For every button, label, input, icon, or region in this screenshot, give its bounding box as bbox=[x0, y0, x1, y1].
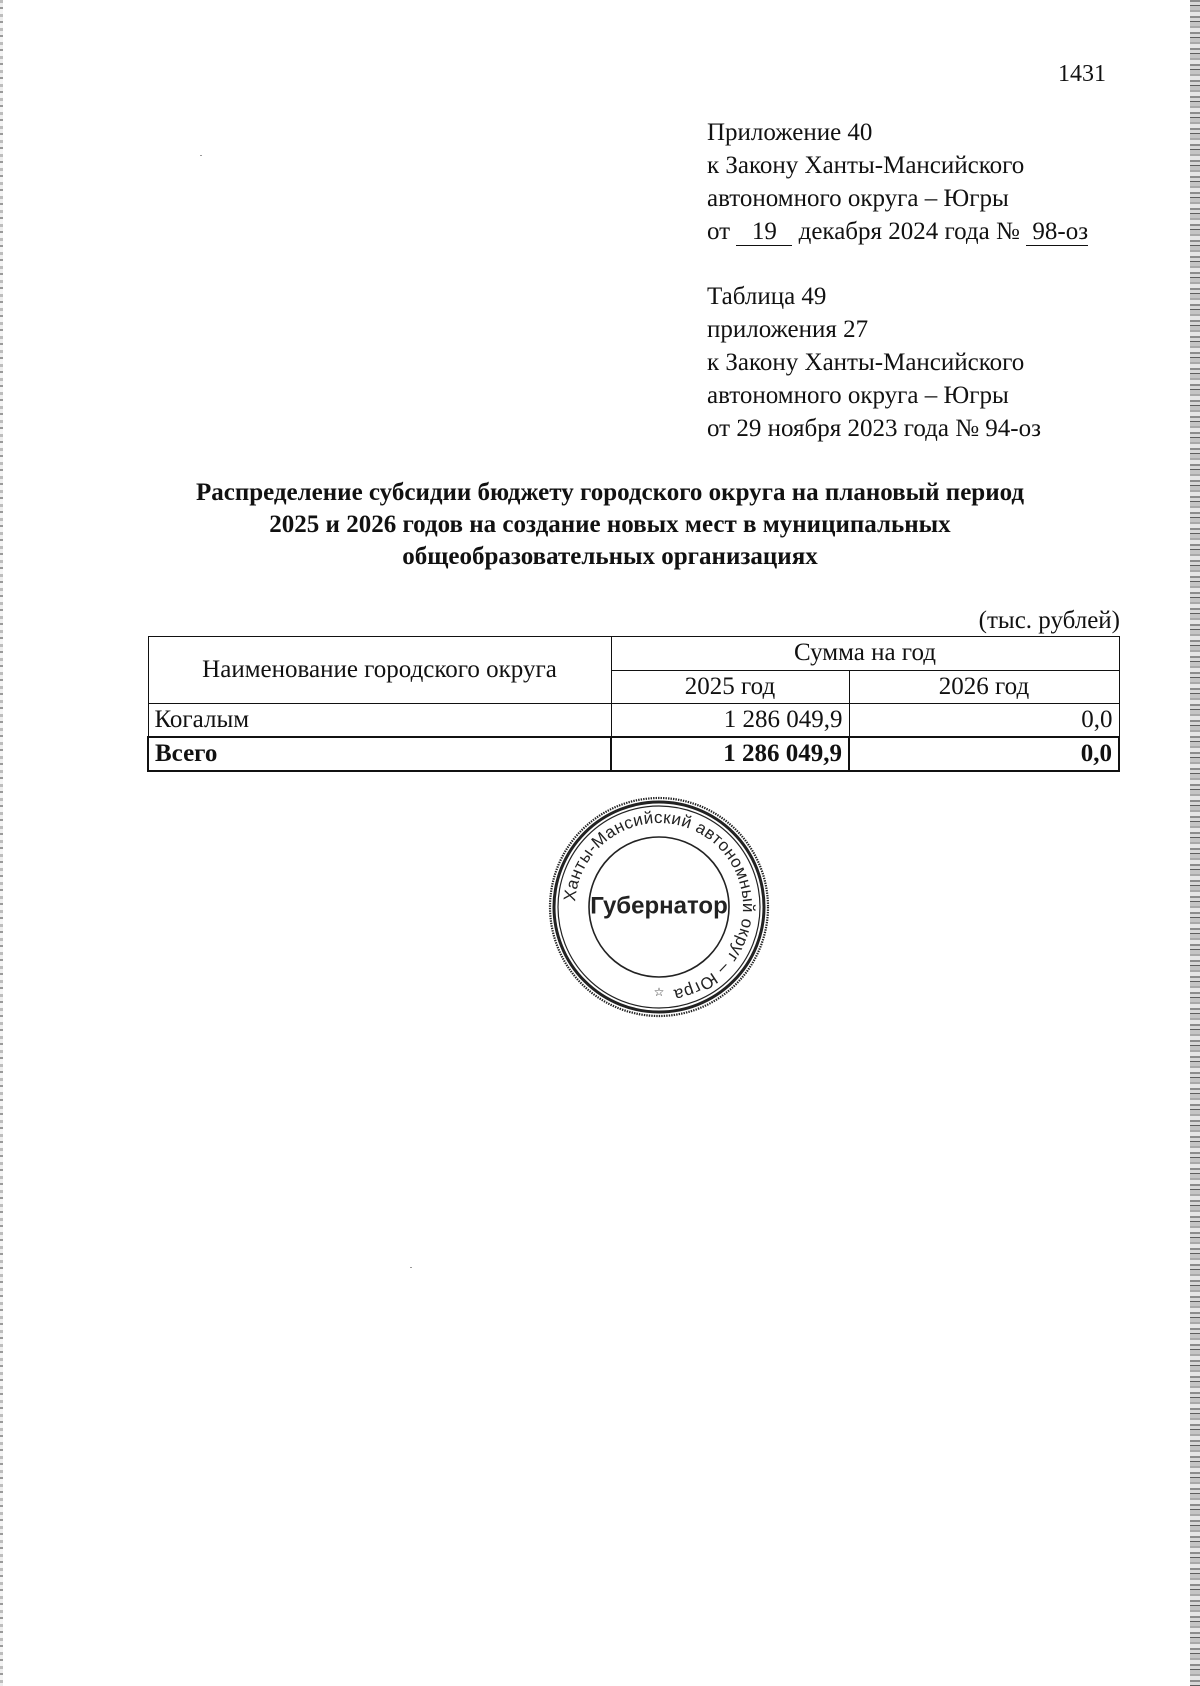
appendix-date-prefix: от bbox=[707, 218, 731, 245]
total-value-2025: 1 286 049,9 bbox=[611, 737, 849, 771]
appendix-law-line1: к Закону Ханты-Мансийского bbox=[707, 152, 1025, 179]
document-title bbox=[140, 477, 1080, 573]
total-value-2026: 0,0 bbox=[849, 737, 1119, 771]
row-value-2025: 1 286 049,9 bbox=[611, 704, 849, 738]
scan-speck bbox=[410, 1267, 412, 1268]
seal-star-icon: ☆ bbox=[653, 985, 665, 999]
table-reference-title: Таблица 49 bbox=[707, 283, 827, 310]
document-title-line1: Распределение субсидии бюджету городского округа на плановый период bbox=[195, 479, 1025, 506]
page-number: 1431 bbox=[1058, 61, 1106, 87]
table-reference-law-line1: к Закону Ханты-Мансийского bbox=[707, 349, 1025, 376]
table-reference-date: от 29 ноября 2023 года № 94-оз bbox=[707, 415, 1041, 442]
table-reference-block bbox=[707, 280, 1167, 445]
appendix-date-line bbox=[707, 215, 1167, 248]
row-value-2026: 0,0 bbox=[849, 704, 1119, 738]
appendix-block bbox=[707, 116, 1167, 248]
seal-center-text: Губернатор bbox=[590, 892, 728, 920]
table-row bbox=[148, 704, 1119, 738]
scan-edge-left bbox=[0, 0, 3, 1686]
table-total-row bbox=[148, 737, 1119, 771]
scan-speck bbox=[200, 155, 202, 156]
header-district-name: Наименование городского округа bbox=[148, 637, 611, 704]
table-header-row bbox=[148, 637, 1119, 671]
header-sum-per-year: Сумма на год bbox=[611, 637, 1119, 671]
appendix-date-day: 19 bbox=[736, 219, 792, 246]
table-reference-law-line2: автономного округа – Югры bbox=[707, 382, 1009, 409]
document-title-line3: общеобразовательных организациях bbox=[402, 543, 818, 570]
units-label: (тыс. рублей) bbox=[978, 607, 1120, 634]
header-year-2025: 2025 год bbox=[611, 670, 849, 704]
row-district-name: Когалым bbox=[148, 704, 611, 738]
header-year-2026: 2026 год bbox=[849, 670, 1119, 704]
subsidy-table bbox=[147, 636, 1120, 772]
governor-seal-stamp bbox=[546, 794, 772, 1020]
appendix-law-line2: автономного округа – Югры bbox=[707, 185, 1009, 212]
appendix-date-rest: декабря 2024 года № bbox=[798, 218, 1020, 245]
document-title-line2: 2025 и 2026 годов на создание новых мест в муниципальных bbox=[269, 511, 951, 538]
appendix-law-number: 98-оз bbox=[1026, 219, 1088, 246]
total-label: Всего bbox=[148, 737, 611, 771]
appendix-title: Приложение 40 bbox=[707, 119, 873, 146]
scan-edge-right bbox=[1186, 0, 1200, 1686]
table-reference-appendix: приложения 27 bbox=[707, 316, 869, 343]
seal-ring-text: Ханты-Мансийский автономный округ – Югра bbox=[560, 807, 759, 1005]
